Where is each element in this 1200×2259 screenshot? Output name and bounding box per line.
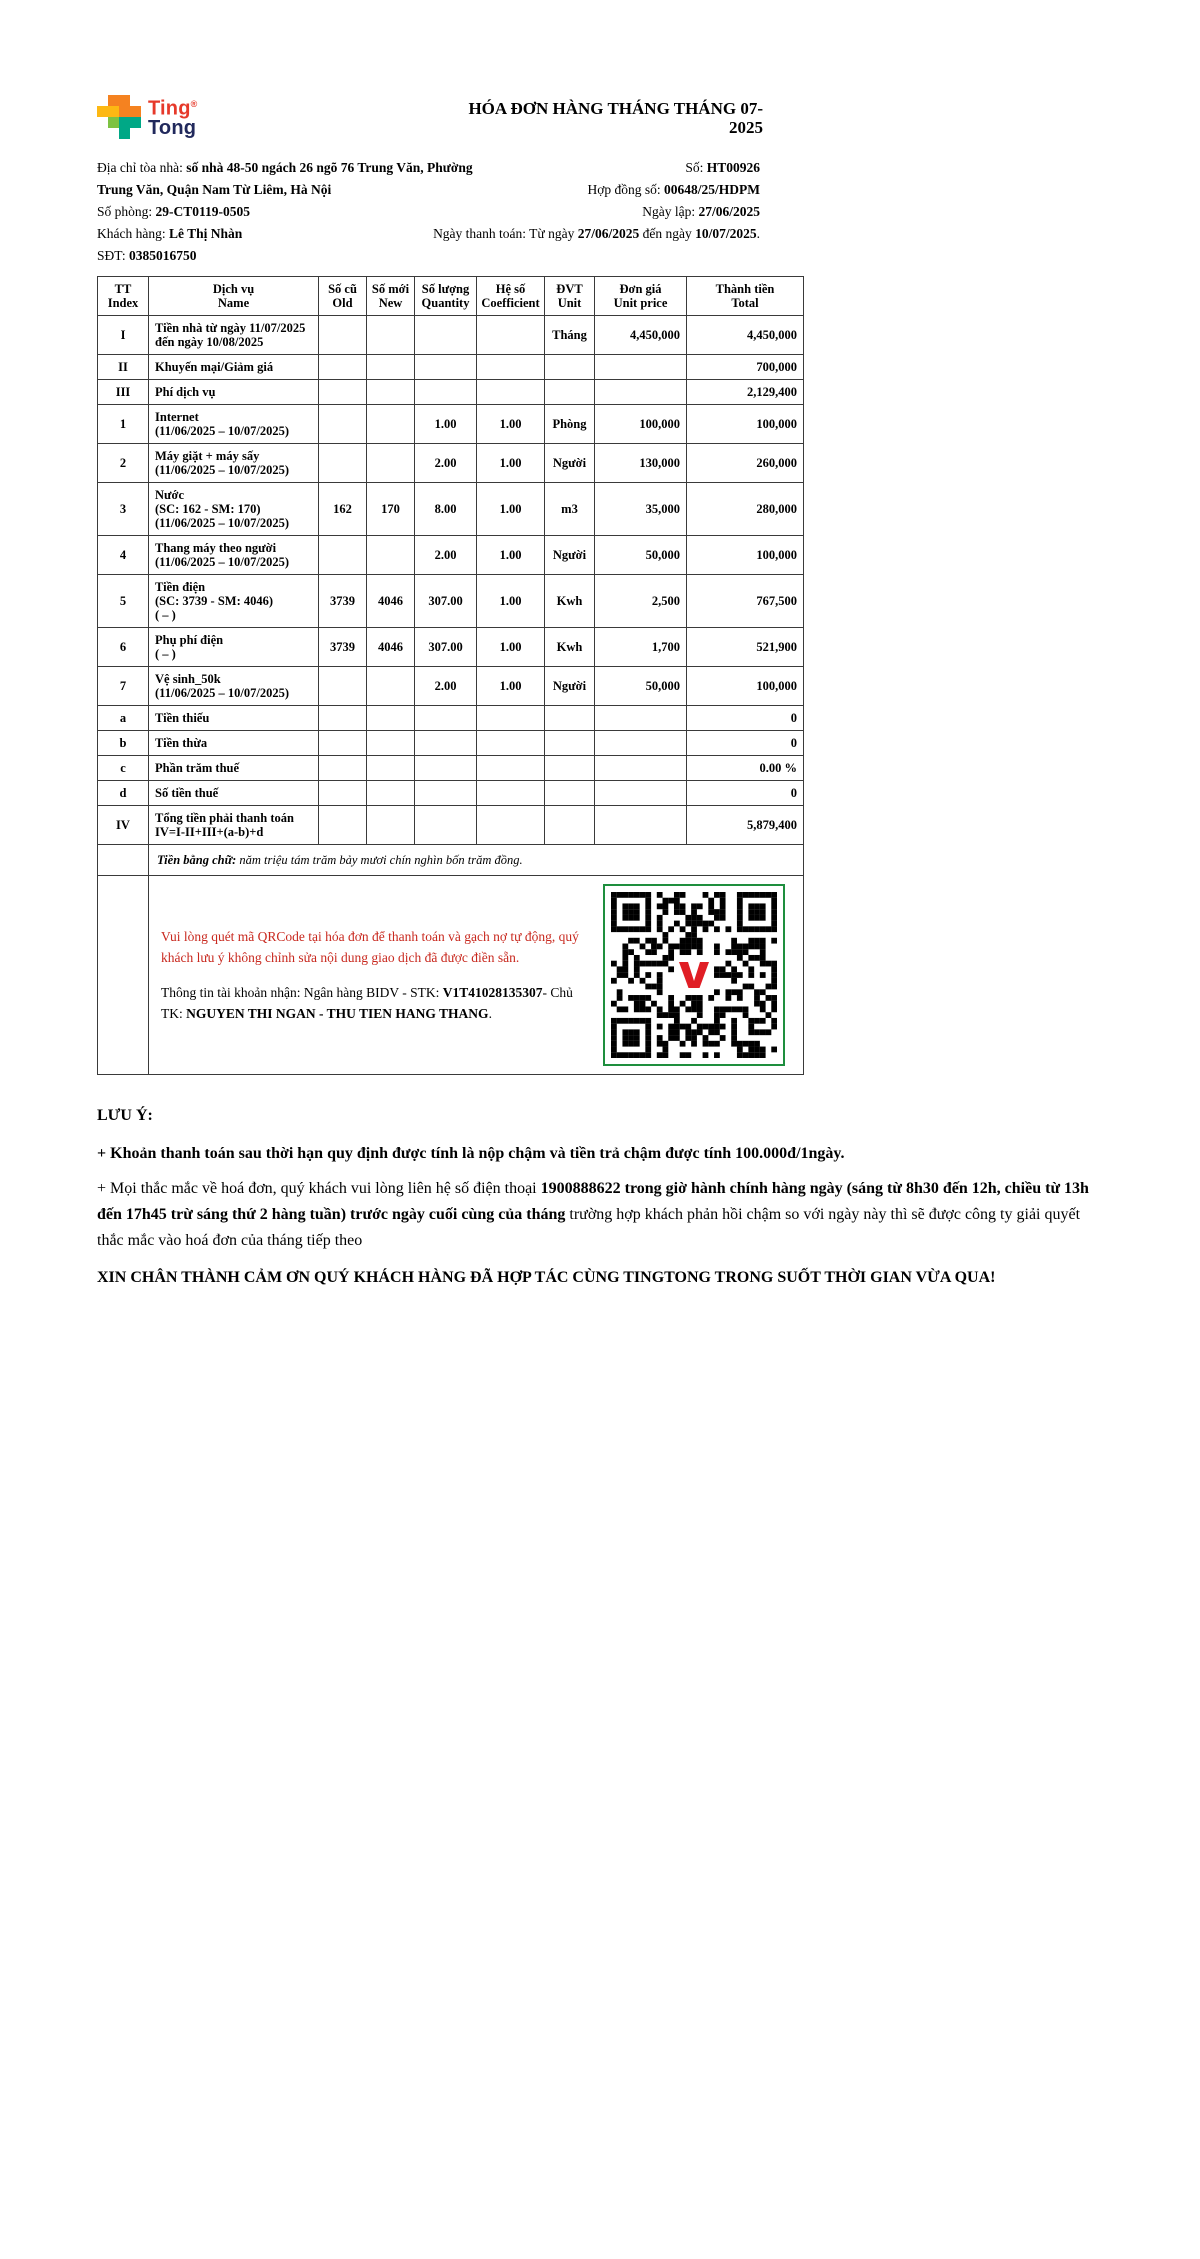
- text-segment: SĐT:: [97, 248, 129, 263]
- logo-pixel-empty: [97, 117, 108, 128]
- logo-pixel: [108, 106, 119, 117]
- cell-new-reading: [367, 667, 415, 706]
- cell-index: I: [98, 316, 149, 355]
- service-name-line: Phí dịch vụ: [155, 385, 216, 399]
- table-row: [98, 756, 804, 781]
- cell-old-reading: [319, 444, 367, 483]
- cell-service-name: [149, 667, 319, 706]
- thank-you-note: XIN CHÂN THÀNH CẢM ƠN QUÝ KHÁCH HÀNG ĐÃ HỢP TÁC CÙNG TINGTONG TRONG SUỐT THỜI GIAN VỪA QUA!: [97, 1269, 996, 1286]
- cell-service-name: [149, 706, 319, 731]
- table-row: [98, 781, 804, 806]
- text-segment: NGUYEN THI NGAN - THU TIEN HANG THANG: [186, 1006, 489, 1021]
- cell-service-name: [149, 405, 319, 444]
- contact-note: [97, 1176, 1103, 1254]
- registered-mark-icon: ®: [190, 99, 198, 109]
- cell-old-reading: 3739: [319, 575, 367, 628]
- customer-name-line: [97, 223, 487, 245]
- cell-index: b: [98, 731, 149, 756]
- cell-unit: Tháng: [545, 316, 595, 355]
- text-segment: Vui lòng quét mã QRCode tại hóa đơn để thanh toán và gạch nợ tự động, quý khách lưu ý không chỉnh sửa nội dung giao dịch đã được điền sẵn.: [161, 929, 579, 965]
- cell-index: 5: [98, 575, 149, 628]
- column-header: Số mới New: [367, 277, 415, 316]
- text-segment: Ngày thanh toán: Từ ngày: [433, 226, 578, 241]
- cell-service-name: [149, 355, 319, 380]
- cell-new-reading: [367, 316, 415, 355]
- cell-old-reading: [319, 405, 367, 444]
- cell-old-reading: [319, 355, 367, 380]
- payment-section: [149, 880, 803, 1070]
- cell-quantity: 1.00: [415, 405, 477, 444]
- brand-name-tong: Tong: [148, 116, 197, 139]
- cell-quantity: 2.00: [415, 536, 477, 575]
- cell-unit: [545, 380, 595, 405]
- table-row: [98, 628, 804, 667]
- cell-total: 0: [687, 731, 804, 756]
- cell-new-reading: [367, 405, 415, 444]
- cell-old-reading: [319, 316, 367, 355]
- logo-pixel-empty: [130, 95, 141, 106]
- service-name-line: Khuyến mại/Giảm giá: [155, 360, 274, 374]
- cell-total: 280,000: [687, 483, 804, 536]
- cell-quantity: 2.00: [415, 667, 477, 706]
- column-header: Dịch vụ Name: [149, 277, 319, 316]
- service-name-line: Phụ phí điện: [155, 633, 224, 647]
- text-segment: - Chủ TK:: [161, 985, 573, 1021]
- cell-coefficient: 1.00: [477, 628, 545, 667]
- qr-row: [98, 876, 804, 1075]
- contract-number-line: [433, 179, 760, 201]
- service-name-line: (11/06/2025 – 10/07/2025): [155, 555, 290, 569]
- table-row: [98, 355, 804, 380]
- column-header: ĐVT Unit: [545, 277, 595, 316]
- service-name-line: (SC: 162 - SM: 170): [155, 502, 261, 516]
- text-segment: HT00926: [706, 160, 760, 175]
- service-name-line: (SC: 3739 - SM: 4046): [155, 594, 274, 608]
- cell-coefficient: 1.00: [477, 444, 545, 483]
- cell-unit-price: 50,000: [595, 667, 687, 706]
- cell-unit-price: 100,000: [595, 405, 687, 444]
- cell-index: a: [98, 706, 149, 731]
- table-row: [98, 575, 804, 628]
- cell-index: 6: [98, 628, 149, 667]
- cell-new-reading: [367, 536, 415, 575]
- amount-in-words: [149, 845, 804, 876]
- cell-quantity: [415, 806, 477, 845]
- cell-index: 4: [98, 536, 149, 575]
- cell-service-name: [149, 806, 319, 845]
- cell-index: II: [98, 355, 149, 380]
- invoice-title: HÓA ĐƠN HÀNG THÁNG THÁNG 07-2025: [468, 99, 763, 137]
- cell-unit-price: 50,000: [595, 536, 687, 575]
- service-name-line: Phần trăm thuế: [155, 761, 240, 775]
- text-segment: Số:: [685, 160, 707, 175]
- cell-new-reading: 170: [367, 483, 415, 536]
- cell-total: 700,000: [687, 355, 804, 380]
- cell-index: III: [98, 380, 149, 405]
- cell-coefficient: [477, 756, 545, 781]
- invoice-table-body: [98, 316, 804, 845]
- service-name-line: Tổng tiền phải thanh toán: [155, 811, 294, 825]
- service-name-line: Tiền điện: [155, 580, 206, 594]
- logo-pixel: [119, 95, 130, 106]
- service-name-line: Thang máy theo người: [155, 541, 277, 555]
- text-segment: 29-CT0119-0505: [155, 204, 251, 219]
- table-row: [98, 380, 804, 405]
- cell-old-reading: [319, 756, 367, 781]
- cell-coefficient: [477, 781, 545, 806]
- invoice-number-line: [433, 157, 760, 179]
- cell-unit-price: [595, 756, 687, 781]
- cell-old-reading: [319, 536, 367, 575]
- cell-unit-price: [595, 380, 687, 405]
- cell-quantity: 307.00: [415, 575, 477, 628]
- cell-unit: Kwh: [545, 575, 595, 628]
- cell-unit-price: [595, 806, 687, 845]
- cell-new-reading: [367, 355, 415, 380]
- cell-index: c: [98, 756, 149, 781]
- service-name-line: ( – ): [155, 647, 176, 661]
- service-name-line: (11/06/2025 – 10/07/2025): [155, 463, 290, 477]
- payment-period-line: [433, 223, 760, 245]
- cell-total: 0: [687, 781, 804, 806]
- cell-quantity: [415, 316, 477, 355]
- cell-coefficient: [477, 806, 545, 845]
- cell-old-reading: [319, 781, 367, 806]
- text-segment: năm triệu tám trăm bảy mươi chín nghìn bốn trăm đồng.: [239, 853, 523, 867]
- table-row: [98, 444, 804, 483]
- service-name-line: ( – ): [155, 608, 176, 622]
- customer-info: [97, 157, 487, 267]
- logo-pixel: [108, 117, 119, 128]
- qr-pattern: [611, 892, 777, 1058]
- cell-old-reading: [319, 806, 367, 845]
- cell-unit: Kwh: [545, 628, 595, 667]
- service-name-line: Tiền thừa: [155, 736, 208, 750]
- cell-unit-price: 2,500: [595, 575, 687, 628]
- cell-coefficient: [477, 706, 545, 731]
- brand-name-ting: [148, 95, 198, 119]
- cell-total: 100,000: [687, 405, 804, 444]
- brand-name: [148, 95, 198, 138]
- cell-service-name: [149, 483, 319, 536]
- text-segment: Địa chỉ tòa nhà:: [97, 160, 187, 175]
- logo-pixel: [119, 128, 130, 139]
- cell-total: 100,000: [687, 667, 804, 706]
- brand-ting-text: Ting: [148, 97, 191, 120]
- cell-unit: [545, 706, 595, 731]
- cell-new-reading: [367, 756, 415, 781]
- cell-service-name: [149, 444, 319, 483]
- cell-coefficient: 1.00: [477, 405, 545, 444]
- cell-service-name: [149, 316, 319, 355]
- footer-notes: [97, 1103, 1103, 1291]
- cell-old-reading: [319, 731, 367, 756]
- building-address-line: [97, 157, 487, 201]
- table-row: [98, 316, 804, 355]
- cell-total: 521,900: [687, 628, 804, 667]
- cell-index: 2: [98, 444, 149, 483]
- text-segment: Ngày lập:: [642, 204, 699, 219]
- logo-pixel: [119, 106, 130, 117]
- table-row: [98, 405, 804, 444]
- invoice-meta: [433, 157, 760, 245]
- cell-new-reading: [367, 706, 415, 731]
- table-row: [98, 731, 804, 756]
- empty-cell: [98, 876, 149, 1075]
- logo-pixel-empty: [108, 128, 119, 139]
- cell-total: 260,000: [687, 444, 804, 483]
- cell-quantity: [415, 380, 477, 405]
- cell-service-name: [149, 628, 319, 667]
- text-segment: 27/06/2025: [698, 204, 760, 219]
- cell-old-reading: [319, 380, 367, 405]
- service-name-line: Tiền thiếu: [155, 711, 210, 725]
- cell-total: 4,450,000: [687, 316, 804, 355]
- cell-service-name: [149, 781, 319, 806]
- text-segment: Hợp đồng số:: [587, 182, 664, 197]
- cell-unit: Người: [545, 667, 595, 706]
- invoice-table-footer: [98, 845, 804, 1075]
- footer-heading: LƯU Ý:: [97, 1107, 153, 1124]
- cell-unit: Người: [545, 444, 595, 483]
- service-name-line: Internet: [155, 410, 199, 424]
- column-header: Số cũ Old: [319, 277, 367, 316]
- cell-service-name: [149, 536, 319, 575]
- cell-new-reading: [367, 806, 415, 845]
- payment-instructions: [149, 926, 603, 1024]
- cell-old-reading: [319, 706, 367, 731]
- text-segment: Lê Thị Nhàn: [168, 226, 243, 241]
- cell-quantity: [415, 781, 477, 806]
- amount-in-words-row: [98, 845, 804, 876]
- text-segment: 00648/25/HDPM: [664, 182, 760, 197]
- cell-unit: [545, 781, 595, 806]
- column-header: TT Index: [98, 277, 149, 316]
- service-name-line: Tiền nhà từ ngày 11/07/2025 đến ngày 10/08/2025: [155, 321, 306, 349]
- cell-quantity: [415, 756, 477, 781]
- cell-index: IV: [98, 806, 149, 845]
- cell-new-reading: [367, 781, 415, 806]
- invoice-info: [97, 157, 803, 267]
- text-segment: Khách hàng:: [97, 226, 169, 241]
- text-segment: Tiền bằng chữ:: [157, 853, 240, 867]
- qr-instruction-text: [161, 926, 587, 968]
- cell-coefficient: [477, 316, 545, 355]
- cell-service-name: [149, 575, 319, 628]
- service-name-line: Vệ sinh_50k: [155, 672, 221, 686]
- logo-pixel: [108, 95, 119, 106]
- cell-unit: [545, 806, 595, 845]
- table-row: [98, 667, 804, 706]
- text-segment: trường hợp khách phản hồi chậm so với ngày này thì sẽ được công ty giải quyết thắc mắc vào hoá đơn của tháng tiếp theo: [97, 1206, 1081, 1249]
- header-row: [97, 95, 803, 139]
- logo-pixel-empty: [97, 128, 108, 139]
- cell-total: 5,879,400: [687, 806, 804, 845]
- customer-phone-line: [97, 245, 487, 267]
- logo-pixel-empty: [130, 128, 141, 139]
- text-segment: Thông tin tài khoản nhận: Ngân hàng BIDV - STK:: [161, 985, 443, 1000]
- cell-new-reading: [367, 444, 415, 483]
- cell-unit: Người: [545, 536, 595, 575]
- text-segment: 10/07/2025: [695, 226, 757, 241]
- cell-unit: Phòng: [545, 405, 595, 444]
- cell-total: 0: [687, 706, 804, 731]
- cell-unit-price: [595, 355, 687, 380]
- column-header: Thành tiền Total: [687, 277, 804, 316]
- cell-new-reading: 4046: [367, 628, 415, 667]
- cell-index: d: [98, 781, 149, 806]
- cell-quantity: 2.00: [415, 444, 477, 483]
- cell-unit-price: [595, 731, 687, 756]
- payment-cell: [149, 876, 804, 1075]
- cell-total: 0.00 %: [687, 756, 804, 781]
- invoice-content: [97, 95, 1103, 1291]
- room-number-line: [97, 201, 487, 223]
- bank-account-info: [161, 982, 587, 1024]
- cell-new-reading: [367, 380, 415, 405]
- table-row: [98, 483, 804, 536]
- cell-quantity: 8.00: [415, 483, 477, 536]
- cell-coefficient: 1.00: [477, 483, 545, 536]
- cell-coefficient: [477, 731, 545, 756]
- text-segment: 0385016750: [128, 248, 197, 263]
- text-segment: + Mọi thắc mắc về hoá đơn, quý khách vui lòng liên hệ số điện thoại: [97, 1180, 541, 1197]
- cell-old-reading: 162: [319, 483, 367, 536]
- table-row: [98, 536, 804, 575]
- brand-logo: [97, 95, 198, 139]
- cell-quantity: [415, 706, 477, 731]
- cell-total: 767,500: [687, 575, 804, 628]
- text-segment: .: [488, 1006, 492, 1021]
- cell-coefficient: 1.00: [477, 667, 545, 706]
- service-name-line: Nước: [155, 488, 184, 502]
- logo-pixel: [130, 106, 141, 117]
- cell-unit: [545, 731, 595, 756]
- cell-unit-price: [595, 781, 687, 806]
- cell-quantity: [415, 355, 477, 380]
- cell-index: 7: [98, 667, 149, 706]
- cell-unit-price: 35,000: [595, 483, 687, 536]
- cell-unit: [545, 355, 595, 380]
- cell-index: 1: [98, 405, 149, 444]
- cell-coefficient: [477, 355, 545, 380]
- cell-old-reading: 3739: [319, 628, 367, 667]
- text-segment: đến ngày: [639, 226, 696, 241]
- cell-quantity: 307.00: [415, 628, 477, 667]
- cell-unit-price: 4,450,000: [595, 316, 687, 355]
- text-segment: số nhà 48-50 ngách 26 ngõ 76 Trung Văn, Phường Trung Văn, Quận Nam Từ Liêm, Hà Nội: [97, 160, 473, 197]
- table-row: [98, 806, 804, 845]
- text-segment: 27/06/2025: [577, 226, 640, 241]
- column-header: Đơn giá Unit price: [595, 277, 687, 316]
- cell-quantity: [415, 731, 477, 756]
- cell-service-name: [149, 731, 319, 756]
- logo-pixel: [130, 117, 141, 128]
- text-segment: V1T41028135307: [442, 985, 543, 1000]
- cell-unit-price: 1,700: [595, 628, 687, 667]
- service-name-line: Số tiền thuế: [155, 786, 219, 800]
- late-payment-note: + Khoản thanh toán sau thời hạn quy định được tính là nộp chậm và tiền trả chậm được tính 100.000đ/1ngày.: [97, 1145, 845, 1162]
- cell-new-reading: 4046: [367, 575, 415, 628]
- tingtong-logo-icon: [97, 95, 141, 139]
- logo-pixel-empty: [97, 95, 108, 106]
- cell-unit: [545, 756, 595, 781]
- empty-cell: [98, 845, 149, 876]
- logo-pixel: [97, 106, 108, 117]
- cell-new-reading: [367, 731, 415, 756]
- logo-pixel: [119, 117, 130, 128]
- cell-old-reading: [319, 667, 367, 706]
- service-name-line: (11/06/2025 – 10/07/2025): [155, 424, 290, 438]
- cell-coefficient: 1.00: [477, 536, 545, 575]
- cell-unit: m3: [545, 483, 595, 536]
- service-name-line: (11/06/2025 – 10/07/2025): [155, 516, 290, 530]
- service-name-line: Máy giặt + máy sấy: [155, 449, 260, 463]
- text-segment: Số phòng:: [97, 204, 156, 219]
- service-name-line: IV=I-II+III+(a-b)+d: [155, 825, 264, 839]
- column-header: Số lượng Quantity: [415, 277, 477, 316]
- column-header: Hệ số Coefficient: [477, 277, 545, 316]
- invoice-table-head-row: [98, 277, 804, 316]
- vietqr-code: [603, 884, 785, 1066]
- cell-index: 3: [98, 483, 149, 536]
- cell-unit-price: 130,000: [595, 444, 687, 483]
- cell-coefficient: 1.00: [477, 575, 545, 628]
- cell-unit-price: [595, 706, 687, 731]
- cell-coefficient: [477, 380, 545, 405]
- cell-service-name: [149, 380, 319, 405]
- issue-date-line: [433, 201, 760, 223]
- text-segment: .: [756, 226, 760, 241]
- text-segment: 1900888622 trong giờ hành chính hàng ngày (sáng từ 8h30 đến 12h, chiều từ 13h đến 17h45 trừ sáng thứ 2 hàng tuần) trước ngày cuối cùng của tháng: [97, 1180, 1089, 1223]
- cell-service-name: [149, 756, 319, 781]
- cell-total: 100,000: [687, 536, 804, 575]
- table-row: [98, 706, 804, 731]
- cell-total: 2,129,400: [687, 380, 804, 405]
- invoice-table: [97, 276, 804, 1075]
- service-name-line: (11/06/2025 – 10/07/2025): [155, 686, 290, 700]
